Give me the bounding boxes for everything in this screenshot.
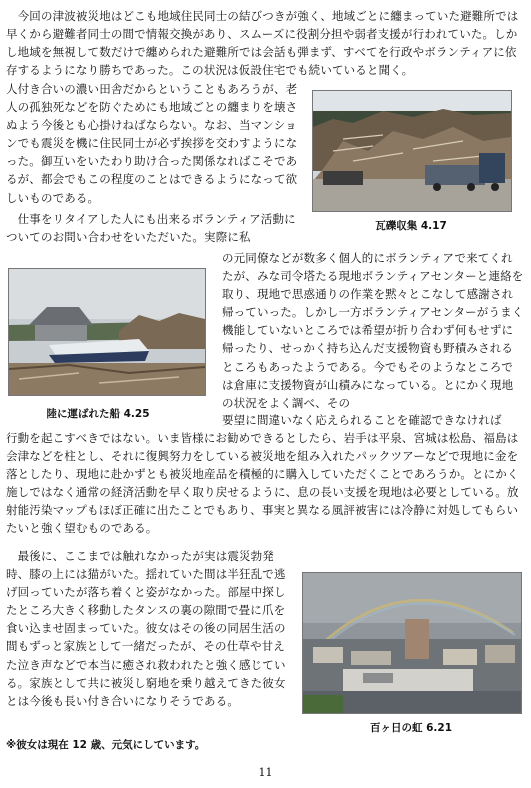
footnote: ※彼女は現在 12 歳、元気にしています。: [6, 739, 206, 751]
paragraph-3-body: の元同僚などが数多く個人的にボランティアで来てくれたが、みな司令塔たる現地ボランティアセンターと連絡を取り、現地で思惑通りの作業を黙々とこなして感謝され帰っていった。しかし一方ボランティアセンターがうまく機能していないところでは希望が折り合わず何もせずに帰ったり、せっかく持ち込んだ支援物資も野積みされるところもあったようである。今でもそのようなところでは倉庫に支援物資が山積みになっている。とにかく現地の状況をよく調べ、その: [222, 251, 524, 410]
photo-rainbow: [302, 572, 522, 714]
photo-2-caption: 陸に運ばれた船 4.25: [46, 408, 150, 420]
paragraph-3-continued: 要望に間違いなく応えられることを確認できなければ: [222, 413, 502, 427]
paragraph-4: 最後に、ここまでは触れなかったが実は震災勃発時、膝の上には猫がいた。揺れていた間は半狂乱で逃げ回っていたが落ち着くと姿がなかった。部屋中探したところ大きく移動したタンスの裏の隙間で畳に爪を食い込ませ固まっていた。彼女はその後の同居生活の間もずっと家族として一緒だったが、その仕草や甘えた泣き声などで本当に癒され救われたと強く感じている。家族として共に被災し窮地を乗り越えてきた彼女とは今後も長い付き合いになりそうである。: [6, 549, 286, 708]
photo-3-caption: 百ヶ日の虹 6.21: [369, 722, 453, 734]
page-number: 11: [258, 766, 273, 779]
paragraph-3-end: 行動を起こすべきではない。いま皆様にお勧めできるとしたら、岩手は平泉、宮城は松島、福島は会津などを柱とし、それに復興努力をしている被災地を組み入れたパックツアーなどで現地に金を落としたり、現地に赴かずとも被災地産品を積極的に購入していただくことであろうか。とにかく施しではなく通常の経済活動を早く取り戻せるように、息の長い支援を現地は必要としている。放射能汚染マップもほぼ正確に出たことでもあり、事実と異なる風評被害には冷静に対処してもらいたいと強く望むものである。: [6, 431, 519, 536]
photo-1-caption: 瓦礫収集 4.17: [375, 220, 447, 232]
paragraph-2: 人付き合いの濃い田舎だからということもあろうが、老人の孤独死などを防ぐためにも地域ごとの纏まりを壊さぬよう今後とも心掛けねばならない。なお、当マンションでも震災を機に住民同士が必ず挨拶を交わすようになった。御互いをいたわり助け合った関係なればこそであるが、都会でもこの程度のことはできるようになって欲しいものである。: [6, 82, 298, 205]
photo-rubble-collection: [312, 90, 512, 212]
paragraph-3-intro: 仕事をリタイアした人にも出来るボランティア活動についてのお問い合わせをいただいた。実際に私: [6, 212, 296, 245]
paragraph-1: 今回の津波被災地はどこも地域住民同士の結びつきが強く、地域ごとに纏まっていた避難所では早くから避難者同士の間で情報交換があり、スムーズに役割分担や弱者支援が行われていた。しかし地域を無視して数だけで纏められた避難所では会話も弾まず、すべてを行政やボランティアに依存するようになり勝ちであった。この状況は仮設住宅でも続いていると聞く。: [6, 9, 519, 78]
photo-stranded-ship: [8, 268, 206, 396]
